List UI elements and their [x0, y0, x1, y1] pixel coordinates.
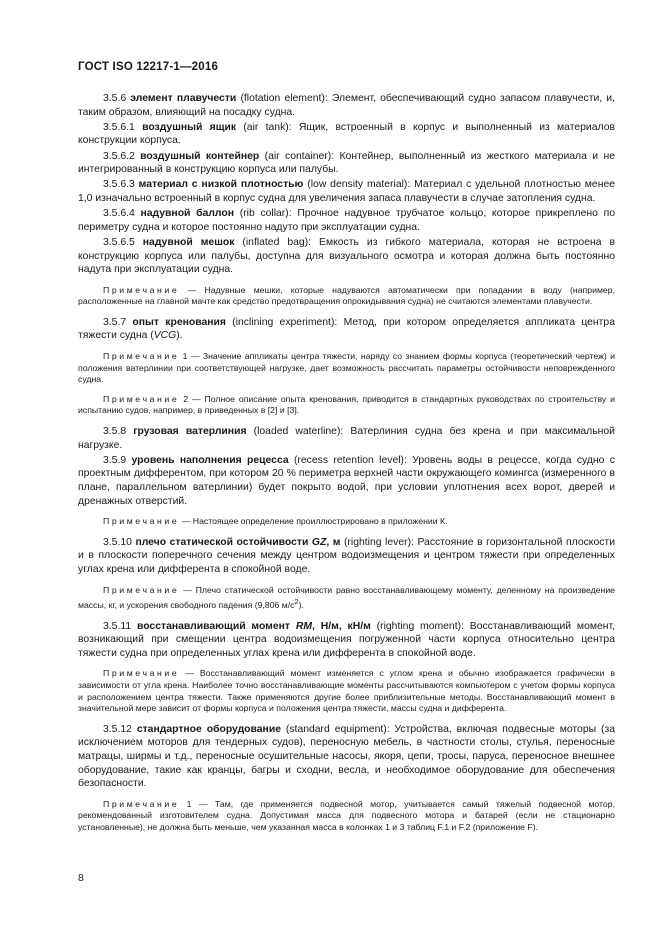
definition: (righting lever): Расстояние в горизонтальной плоскости и в плоскости поперечного сечения между центром водоизмещения и центром тяжести при определенных углах крена или дифферента в спокойной воде. [78, 536, 615, 575]
note-text-end: ). [298, 600, 304, 611]
section-3-5-11 [78, 620, 615, 661]
term-symbol: GZ [311, 536, 327, 548]
section-3-5-12 [78, 723, 615, 791]
term: стандартное оборудование [136, 723, 281, 735]
definition: (rib collar): Прочное надувное трубчатое кольцо, которое прикреплено по периметру судна и которое постоянно надуто при эксплуатации судна. [78, 208, 615, 233]
term-symbol: RM [295, 620, 313, 632]
section-3-5-6-4 [78, 207, 615, 234]
term [135, 537, 340, 548]
term-unit: , м [326, 536, 341, 548]
term [137, 621, 371, 632]
term: уровень наполнения рецесса [131, 454, 289, 466]
note-3-5-9 [78, 516, 615, 528]
section-number: 3.5.11 [103, 620, 132, 632]
note-label: Примечание [103, 516, 180, 527]
page-number: 8 [78, 872, 84, 884]
section-number: 3.5.6.5 [103, 236, 135, 248]
term: воздушный ящик [142, 121, 237, 133]
section-number: 3.5.6.4 [103, 208, 135, 220]
note-label: Примечание [103, 393, 180, 404]
term-text: плечо статической остойчивости [135, 536, 312, 548]
note-label: Примечание [103, 798, 180, 809]
section-3-5-6-1 [78, 121, 615, 148]
section-3-5-6-5 [78, 236, 615, 277]
definition-italic: VCG [153, 330, 177, 342]
note-text: — Восстанавливающий момент изменяется с углом крена и обычно изображается графически в зависимости от угла крена. Наиболее точно восстанавливающие моменты рассчитываются компьютером с учетом формы корпуса и расположением центра тяжести. Также применяются другие более приблизительные методы. Восстанавливающий момент в значительной мере зависит от формы корпуса и положения центра тяжести, массы судна и дифферента. [78, 668, 615, 714]
section-number: 3.5.6.3 [103, 179, 135, 191]
note-superscript: 2 [294, 597, 299, 607]
term-text: восстанавливающий момент [136, 620, 296, 632]
document-body [78, 92, 615, 842]
term: материал с низкой плотностью [138, 179, 304, 191]
term: опыт кренования [132, 316, 226, 328]
section-number: 3.5.6.2 [103, 150, 135, 162]
note-text: 1 — Там, где применяется подвесной мотор, учитывается самый тяжелый подвесной мотор, рекомендованный изготовителем судна. Допустимая масса для подвесного мотора и батарей (если не стационарно установленные), не должна быть меньше, чем указанная масса в колонках 1 и 3 таблиц F.1 и F.2 (приложение F). [78, 798, 615, 832]
section-3-5-7 [78, 316, 615, 343]
section-3-5-6-2 [78, 150, 615, 177]
definition: (low density material): Материал с удельной плотностью менее 1,0 изначально встроенный в корпус судна для увеличения запаса плавучести в случае затопления судна. [78, 179, 616, 204]
term: надувной мешок [142, 236, 235, 248]
note-label: Примечание [103, 584, 180, 595]
definition: (recess retention level): Уровень воды в рецессе, когда судно с проектным дифферентом, при котором 20 % периметра верхней части окружающего комингса (измеренного в плане, параллельном ватерлинии) будет покрыто водой, при условии уплотнения всех ворот, дверей и дренажных отверстий. [78, 454, 615, 507]
section-3-5-9 [78, 454, 615, 508]
note-label: Примечание [103, 284, 180, 295]
section-number: 3.5.8 [103, 426, 127, 438]
term: надувной баллон [140, 208, 235, 220]
note-3-5-7-1 [78, 351, 615, 386]
definition: (inclining experiment): Метод, при котором определяется аппликата центра тяжести судна ( [78, 316, 615, 342]
term-unit: , Н/м, кН/м [312, 620, 371, 632]
note-text: — Настоящее определение проиллюстрировано в приложении К. [179, 516, 448, 527]
term: грузовая ватерлиния [133, 426, 247, 438]
definition: (standard equipment): Устройства, включая подвесные моторы (за исключением моторов для тендерных судов), переносную мебель, в частности столы, стулья, переносные матрацы, ширмы и т.д., переносные осушительные насосы, якоря, цепи, тросы, паруса, переносное внешнее оборудование, такие как кранцы, багры и сходни, весла, и необходимое оборудование для обеспечения безопасности. [78, 723, 615, 790]
note-3-5-10 [78, 585, 615, 612]
definition-end: ). [176, 330, 183, 342]
definition: (flotation element): Элемент, обеспечивающий судно запасом плавучести, и, таким образом, влияющий на посадку судна. [78, 93, 615, 118]
note-label: Примечание [103, 668, 180, 679]
term: элемент плавучести [130, 93, 237, 104]
note-text: — Надувные мешки, которые надуваются автоматически при попадании в воду (например, расположенные на главной мачте как средство предотвращения опрокидывания судна) не считаются элементами плавучести. [78, 284, 615, 307]
section-3-5-8 [78, 425, 615, 452]
note-3-5-6-5 [78, 285, 615, 308]
note-label: Примечание [103, 351, 180, 362]
term: воздушный контейнер [140, 150, 260, 162]
note-text: 1 — Значение аппликаты центра тяжести, наряду со знанием формы корпуса (теоретический чертеж) и положения ватерлинии при соответствующей нагрузке, дает возможность рассчитать параметры остойчивости неповрежденного судна. [78, 351, 615, 385]
definition: (air container): Контейнер, выполненный из жесткого материала и не интегрированный в конструкцию корпуса или палубы. [78, 150, 615, 176]
section-number: 3.5.12 [103, 723, 132, 735]
definition: (inflated bag): Емкость из гибкого материала, которая не встроена в конструкцию корпуса или палубы, доступна для визуального осмотра и которая должна быть постоянно надута при эксплуатации судна. [78, 236, 616, 276]
note-3-5-7-2 [78, 394, 615, 417]
note-text: — Плечо статической остойчивости равно восстанавливающему моменту, деленному на произведение массы, кг, и ускорения свободного падения (9,806 м/с [78, 584, 615, 611]
section-number: 3.5.7 [103, 316, 127, 328]
section-3-5-6-3 [78, 178, 615, 205]
definition: (loaded waterline): Ватерлиния судна без крена и при максимальной нагрузке. [78, 426, 615, 451]
section-number: 3.5.9 [103, 454, 127, 466]
definition: (righting moment): Восстанавливающий момент, возникающий при смещении центра водоизмещения погруженной части корпуса относительно центра тяжести судна при определенных углах крена или дифферента в спокойной воде. [78, 620, 615, 659]
standard-header: ГОСТ ISO 12217-1—2016 [78, 61, 219, 73]
definition: (air tank): Ящик, встроенный в корпус и выполненный из материалов конструкции корпуса. [78, 121, 615, 147]
note-3-5-11 [78, 668, 615, 714]
note-3-5-12-1 [78, 799, 615, 834]
section-3-5-10 [78, 536, 615, 577]
section-3-5-6 [78, 92, 615, 119]
note-text: 2 — Полное описание опыта кренования, приводится в стандартных руководствах по строительству и испытанию судов, например, в приведенных в [2] и [3]. [78, 393, 615, 416]
section-number: 3.5.10 [103, 536, 132, 548]
section-number: 3.5.6 [103, 93, 127, 104]
section-number: 3.5.6.1 [103, 121, 135, 133]
